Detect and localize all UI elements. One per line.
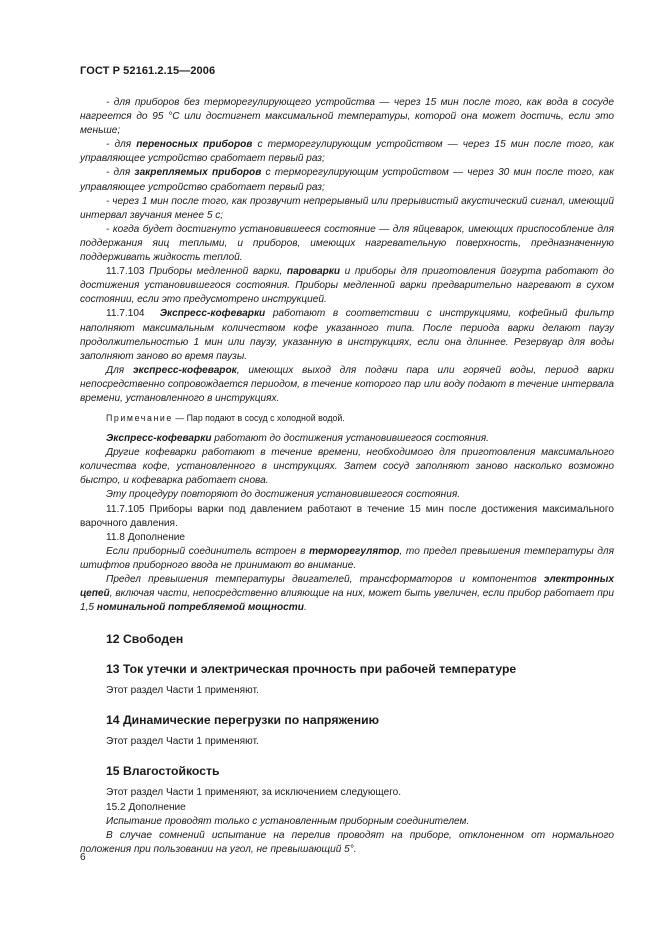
paragraph [80, 265, 614, 307]
text-run: Предел превышения температуры двигателей, трансформаторов и компонентов [106, 574, 544, 585]
paragraph [80, 364, 614, 406]
paragraph [80, 446, 614, 488]
text-run: работают до достижения установившегося состояния. [211, 433, 489, 445]
section-heading-12: 12 Свободен [106, 632, 184, 647]
term-bold: терморегулятор [309, 545, 400, 557]
paragraph: Этот раздел Части 1 применяют, за исключением следующего. [106, 787, 402, 799]
text-run: - для приборов без терморегулирующего устройства — через 15 мин после того, как вода в сосуде нагреется до 95 °С или достигнет максимальной температуры, которой она может достичь, если это меньше; [80, 97, 614, 137]
text-run: Если приборный соединитель встроен в [106, 545, 310, 557]
term-bold: переносных приборов [136, 139, 253, 151]
document-body [80, 96, 614, 857]
paragraph [80, 432, 614, 446]
text-run: - для [106, 167, 135, 179]
paragraph [80, 545, 614, 573]
text-run: . [303, 602, 307, 614]
subsection-label: 15.2 Дополнение [106, 801, 186, 813]
note [80, 412, 614, 425]
text-run: 11.7.105 Приборы варки под давлением работают в течение 15 мин после достижения максимального варочного давления. [80, 503, 614, 529]
clause-number: 11.7.104 [106, 308, 145, 320]
term-bold: Экспресс-кофеварки [159, 308, 266, 320]
paragraph [80, 531, 614, 545]
text-run: - когда будет достигнуто установившееся состояние — для яйцеварок, имеющих приспособление для поддержания яиц теплыми, и приборов, имеющих нагревательную поверхность, предназначенную поддерживать жидкость теплой. [80, 223, 614, 264]
text-run: - через 1 мин после того, как прозвучит непрерывный или прерывистый акустический сигнал, имеющий интервал звучания менее 5 с; [80, 195, 614, 221]
paragraph: Этот раздел Части 1 применяют. [106, 736, 259, 748]
section-heading-14: 14 Динамические перегрузки по напряжению [106, 713, 379, 728]
text-run: работают в соответствии с инструкциями, кофейный фильтр наполняют максимальным количеством кофе указанного типа. После периода варки делают паузу продолжительностью 1 мин или паузу, указанную в инструкциях, если она длиннее. Резервуар для воды заполняют заново во время паузы. [80, 308, 614, 362]
section-heading-15: 15 Влагостойкость [106, 764, 220, 779]
paragraph [80, 166, 614, 194]
term-bold: экспресс-кофеварок [132, 364, 237, 376]
note-label: Примечание [106, 413, 173, 424]
paragraph [80, 573, 614, 615]
text-run: Эту процедуру повторяют до достижения установившегося состояния. [106, 489, 461, 501]
clause-number: 11.7.103 [106, 266, 145, 278]
paragraph [80, 503, 614, 531]
text-run: - для [106, 139, 137, 151]
document-header: ГОСТ Р 52161.2.15—2006 [80, 65, 216, 77]
text-run: , имеющих выход для подачи пара или горячей воды, период варки непосредственно сопровождается периодом, в течение которого пар или воду подают в течение интервала времени, установленного в инструкциях. [80, 364, 614, 404]
paragraph: В случае сомнений испытание на перелив проводят на приборе, отклоненном от нормального положения при пользовании на угол, не превышающий 5°. [80, 829, 614, 855]
text-run: Другие кофеварки работают в течение времени, необходимого для приготовления максимального количества кофе, установленного в инструкциях. Затем сосуд заполняют заново насколько возможно быстро, и кофеварка работает снова. [80, 447, 614, 487]
term-bold: номинальной потребляемой мощности [96, 602, 304, 614]
paragraph [80, 96, 614, 138]
section-heading-13: 13 Ток утечки и электрическая прочность при рабочей температуре [106, 662, 517, 677]
term-bold: электронных цепей [80, 574, 614, 600]
note-text: — Пар подают в сосуд с холодной водой. [172, 413, 345, 424]
paragraph: Испытание проводят только с установленным приборным соединителем. [106, 815, 470, 827]
paragraph [80, 488, 614, 502]
text-run: , включая части, непосредственно влияющие на них, может быть увеличен, если прибор работает при 1,5 [80, 588, 614, 614]
paragraph [80, 138, 614, 166]
page-number: 6 [80, 852, 86, 863]
text-run: и приборы для приготовления йогурта работают до достижения установившегося состояния. Приборы медленной варки предварительно нагревают в сухом состоянии, если это предусмотрено инструкцией. [80, 266, 614, 306]
paragraph [80, 195, 614, 223]
term-bold: пароварки [286, 266, 341, 278]
paragraph [80, 223, 614, 265]
text-run: Приборы медленной варки, [144, 266, 287, 278]
term-bold: закрепляемых приборов [134, 167, 262, 179]
paragraph [80, 307, 614, 363]
term-bold: Экспресс-кофеварки [106, 433, 212, 445]
text-run: , то предел превышения температуры для штифтов приборного ввода не принимают во внимание. [80, 545, 614, 571]
subsection-label: 11.8 Дополнение [106, 531, 186, 543]
paragraph: Этот раздел Части 1 применяют. [106, 685, 259, 697]
text-run: с терморегулирующим устройством — через 15 мин после того, как управляющее устройство сработает первый раз; [80, 139, 614, 165]
text-run: с терморегулирующим устройством — через 30 мин после того, как управляющее устройство сработает первый раз; [80, 167, 615, 193]
text-run: Для [106, 364, 133, 376]
